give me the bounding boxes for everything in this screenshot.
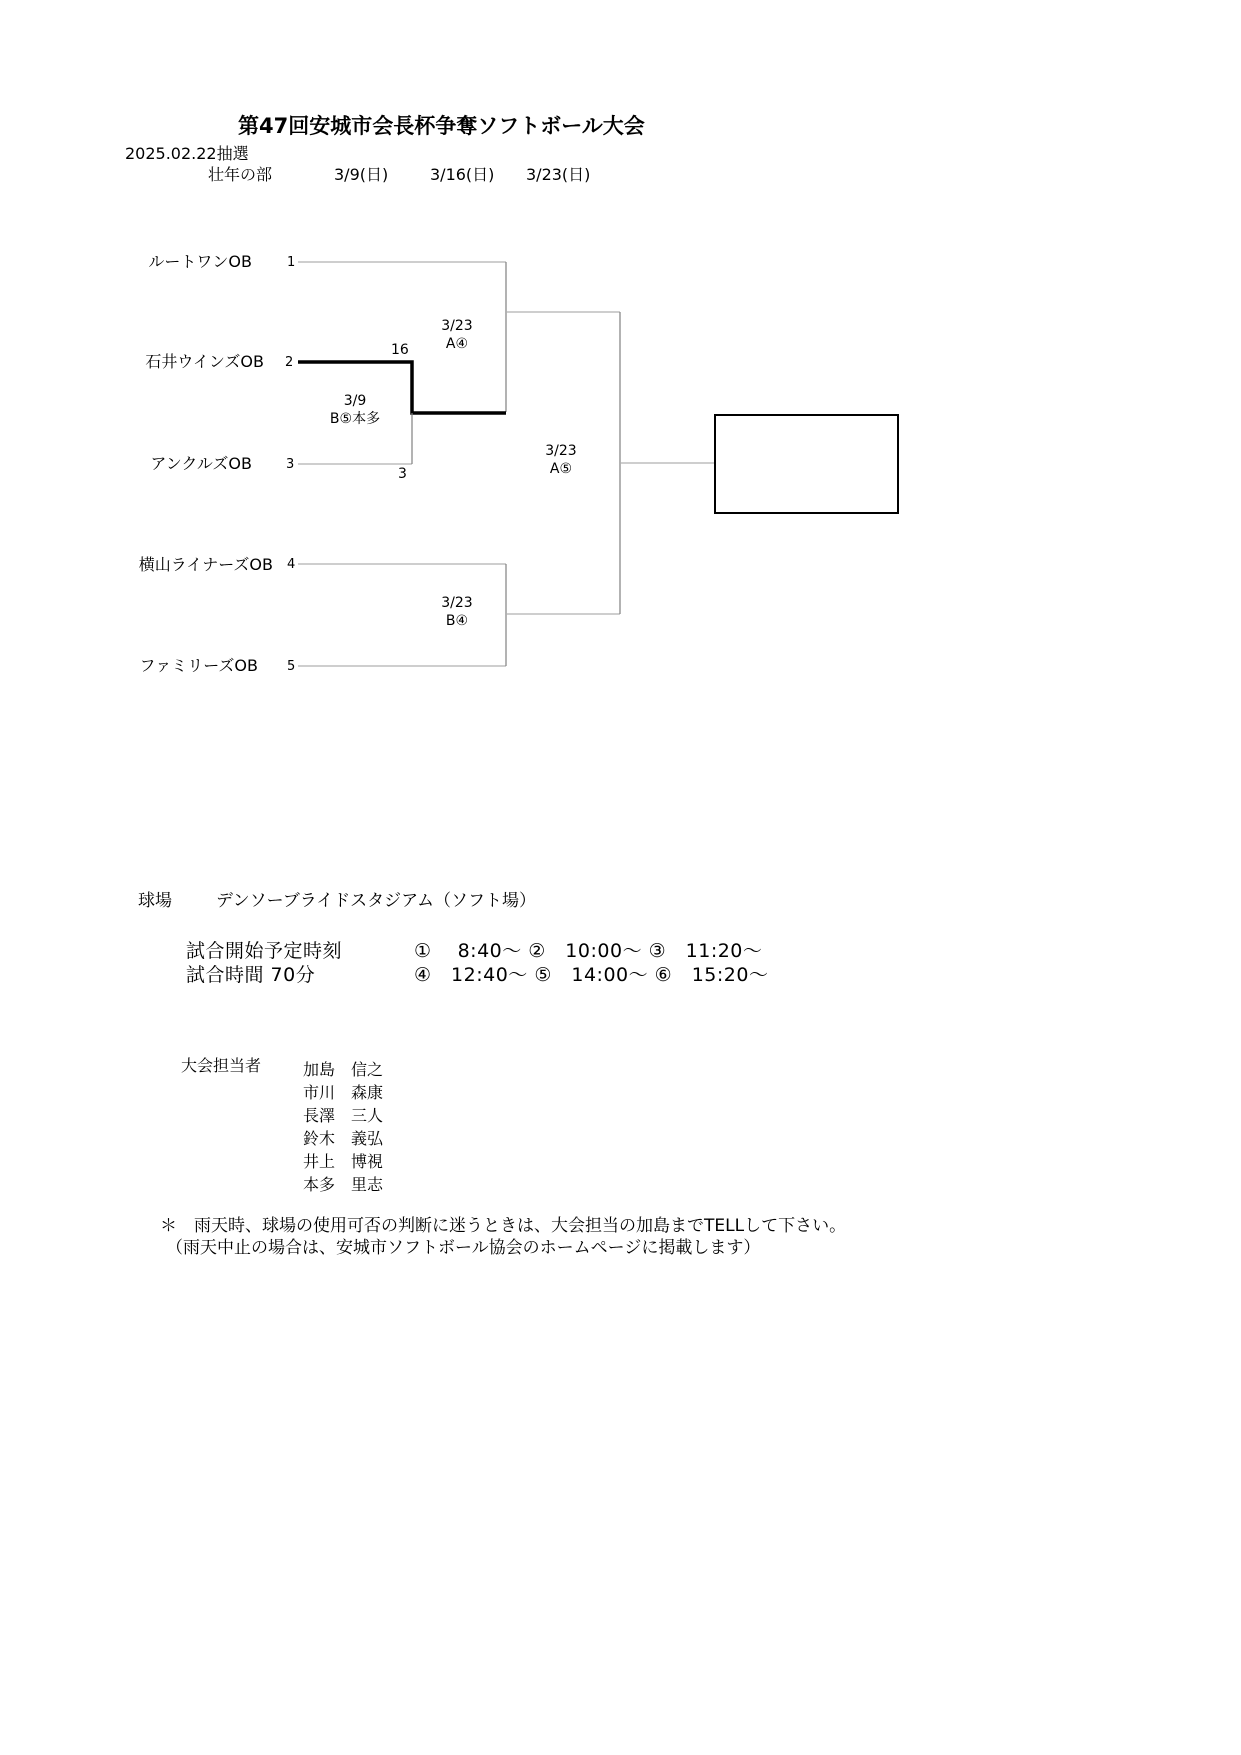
match-slot: B⑤本多: [329, 410, 381, 427]
division-date-1: 3/9(日): [334, 165, 389, 184]
venue-label: 球場: [138, 891, 172, 911]
schedule-label-duration: 試合時間 70分: [186, 964, 316, 986]
match-score-top: 16: [391, 342, 409, 358]
staff-name: 井上 博視: [303, 1152, 384, 1171]
division-date-2: 3/16(日): [430, 165, 495, 184]
division-date-3: 3/23(日): [526, 165, 591, 184]
match-score-bottom: 3: [398, 466, 407, 482]
seed-number: 3: [286, 457, 295, 472]
rain-cancel-note: （雨天中止の場合は、安城市ソフトボール協会のホームページに掲載します）: [166, 1238, 761, 1258]
staff-name: 鈴木 義弘: [303, 1129, 384, 1148]
champion-box: [714, 414, 899, 514]
staff-label: 大会担当者: [181, 1056, 262, 1075]
schedule-label-start: 試合開始予定時刻: [186, 940, 343, 962]
match-label-semi1: [417, 318, 497, 353]
team-name-3: アンクルズOB: [150, 454, 252, 473]
seed-number: 5: [287, 659, 296, 674]
match-date: 3/23: [441, 318, 473, 334]
seed-number: 4: [287, 557, 296, 572]
staff-name: 加島 信之: [303, 1060, 384, 1079]
match-label-final: [521, 443, 601, 478]
division-name: 壮年の部: [208, 165, 273, 184]
match-label-first: [315, 393, 395, 428]
staff-name: 本多 里志: [303, 1175, 384, 1194]
draw-date: 2025.02.22抽選: [125, 144, 249, 163]
match-date: 3/23: [545, 443, 577, 459]
seed-number: 1: [287, 255, 296, 270]
staff-name: 市川 森康: [303, 1083, 384, 1102]
rain-note: ＊ 雨天時、球場の使用可否の判断に迷うときは、大会担当の加島までTELLして下さい。: [160, 1216, 847, 1236]
match-slot: B④: [445, 612, 469, 629]
schedule-row-2: ④ 12:40～ ⑤ 14:00～ ⑥ 15:20～: [414, 964, 769, 986]
team-name-5: ファミリーズOB: [139, 656, 258, 675]
match-slot: A④: [445, 335, 469, 352]
match-date: 3/23: [441, 595, 473, 611]
match-label-semi2: [417, 595, 497, 630]
team-name-1: ルートワンOB: [148, 252, 252, 271]
seed-number: 2: [285, 355, 294, 370]
team-name-4: 横山ライナーズOB: [138, 555, 273, 574]
match-date: 3/9: [343, 393, 367, 409]
match-slot: A⑤: [549, 460, 573, 477]
page-title: 第47回安城市会長杯争奪ソフトボール大会: [238, 114, 645, 138]
team-name-2: 石井ウインズOB: [145, 352, 264, 371]
venue-name: デンソーブライドスタジアム（ソフト場）: [216, 891, 536, 911]
staff-name: 長澤 三人: [303, 1106, 384, 1125]
schedule-row-1: ① 8:40～ ② 10:00～ ③ 11:20～: [414, 940, 763, 962]
staff-list: [303, 1058, 383, 1196]
